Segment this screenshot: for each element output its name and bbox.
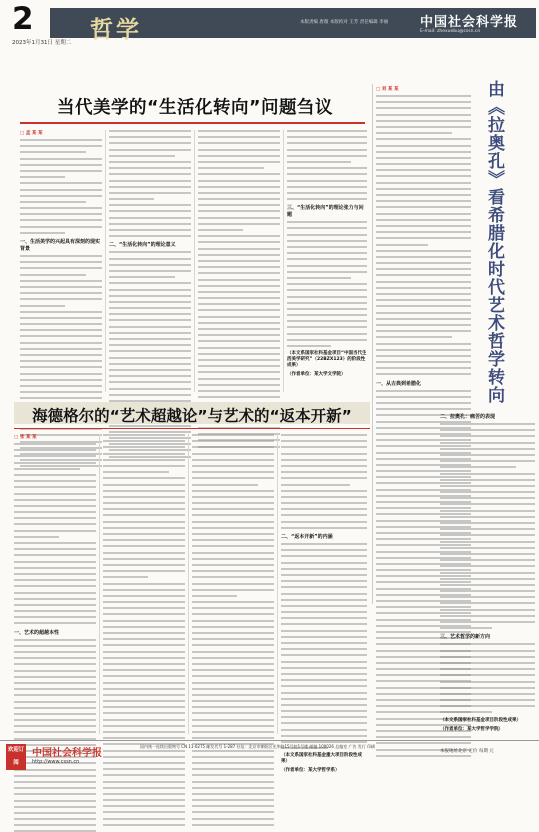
sidebar-subhead-3: 三、艺术哲学的新方向 xyxy=(440,634,491,641)
article1-funding-note: （本文系国家社科基金项目“中国当代生活美学研究”（22BZX123）的阶段性成果） xyxy=(287,351,367,369)
sidebar-byline: □ 刘 某 某 xyxy=(376,87,399,92)
article1-column-1 xyxy=(20,130,102,392)
article1-author-note: （作者单位：某大学文学院） xyxy=(287,372,346,378)
sidebar-column-2 xyxy=(440,410,535,730)
sidebar-subhead-1: 一、从古典到希腊化 xyxy=(376,380,422,387)
article1-column-3 xyxy=(198,130,280,392)
masthead xyxy=(0,0,539,48)
footer-logo: 中国社会科学报 xyxy=(32,748,102,759)
footer-url[interactable]: http://www.cssn.cn xyxy=(32,759,80,765)
column-divider xyxy=(283,130,284,392)
newspaper-logo: 中国社会科学报 xyxy=(420,15,519,30)
column-divider xyxy=(105,130,106,392)
article1-byline: □ 孟 某 某 xyxy=(20,131,43,136)
page-date: 2023年1月31日 星期二 xyxy=(12,40,72,46)
editors-credit: 本版责编 唐薇 本版校对 王芳 责任编辑 李丽 xyxy=(300,20,389,25)
article2-column-2 xyxy=(103,434,185,734)
column-divider xyxy=(277,434,278,734)
article1-column-4 xyxy=(287,130,367,392)
sidebar-divider xyxy=(372,84,373,604)
article2-column-4 xyxy=(281,434,367,774)
section-title: 哲学 xyxy=(90,16,142,43)
newspaper-email: E-mail: zhexuebu@cssn.cn xyxy=(420,29,481,34)
sidebar-subhead-2: 二、拉奥孔：痛苦的表现 xyxy=(440,414,496,420)
subscribe-badge: 欢迎订阅 xyxy=(6,744,26,770)
column-divider xyxy=(194,130,195,392)
footer-address-info: 本报地址北京 定价 每期 元 xyxy=(440,749,494,754)
article1-column-2 xyxy=(109,130,191,392)
article2-funding-note: （本文系国家社科基金重大项目阶段性成果） xyxy=(281,753,362,765)
footer-publication-info: 国内统一连续出版物号 CN 11-0275 邮发代号 1-287 社址：北京市朝阳区光华路15号院1号楼 邮编 100026 总编室 广告 发行 印刷 xyxy=(140,744,376,749)
article2-column-3 xyxy=(192,434,274,734)
sidebar-article-title: 由《拉奥孔》看希腊化时代艺术哲学转向 xyxy=(484,80,504,404)
article1-subhead-1: 一、生活美学的兴起具有深刻的现实背景 xyxy=(20,239,101,252)
article2-subhead-2: 二、“返本开新”的内涵 xyxy=(281,534,333,540)
column-divider xyxy=(188,434,189,734)
column-divider xyxy=(99,434,100,734)
article1-subhead-3: 三、“生活化转向”的理论张力与问题 xyxy=(287,205,364,219)
article1-subhead-2: 二、“生活化转向”的理论意义 xyxy=(109,242,176,249)
article2-title: 海德格尔的“艺术超越论”与艺术的“返本开新” xyxy=(32,407,352,425)
article2-byline: □ 张 某 某 xyxy=(14,435,37,440)
sidebar-author-note: （作者单位：某大学哲学学院） xyxy=(440,726,503,732)
article1-title-rule xyxy=(20,122,365,124)
page-number: 2 xyxy=(12,1,34,37)
article2-column-1 xyxy=(14,434,96,734)
sidebar-funding-note: （本文系国家社科基金项目阶段性成果） xyxy=(440,717,521,723)
article2-subhead-1: 一、艺术的超越本性 xyxy=(14,629,60,636)
article1-title: 当代美学的“生活化转向”问题刍议 xyxy=(56,98,333,118)
article2-title-rule xyxy=(14,428,370,429)
article2-author-note: （作者单位：某大学哲学系） xyxy=(281,768,340,774)
